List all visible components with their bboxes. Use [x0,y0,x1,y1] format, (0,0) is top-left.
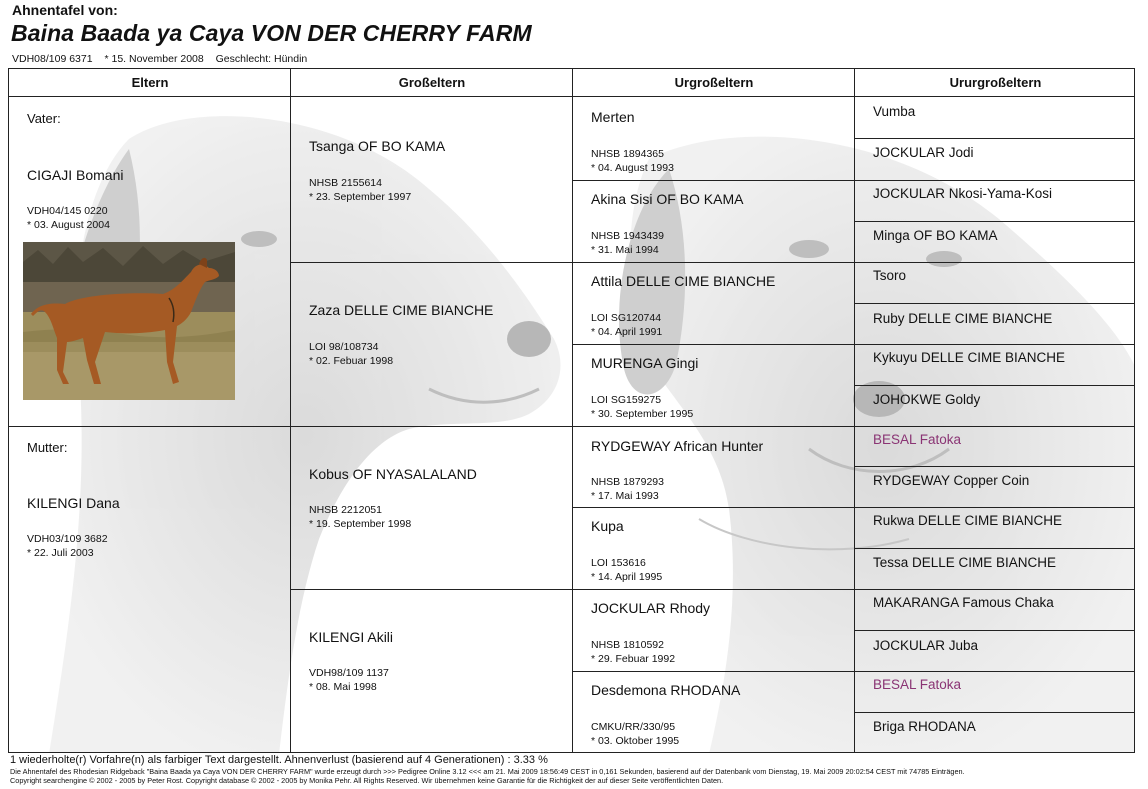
great-great-grandparent-name[interactable]: JOCKULAR Jodi [873,145,974,160]
great-great-grandparent-name[interactable]: JOHOKWE Goldy [873,392,981,407]
sire-role-label: Vater: [27,111,61,126]
grid-line [573,426,855,427]
grid-line [573,180,855,181]
grid-line [855,671,1135,672]
great-great-grandparent-name[interactable]: Vumba [873,104,916,119]
grid-line [573,507,855,508]
grandparent-reg: VDH98/109 1137 [309,667,389,679]
grid-line [855,630,1135,631]
grid-line [855,385,1135,386]
great-grandparent-birth: * 03. Oktober 1995 [591,735,680,747]
great-great-grandparent-name[interactable]: MAKARANGA Famous Chaka [873,595,1054,610]
great-grandparent-reg: LOI SG120744 [591,312,662,324]
grid-line [855,548,1135,549]
grid-line [9,426,291,427]
great-grandparent-birth: * 04. April 1991 [591,326,663,338]
pedigree-table [8,68,1135,753]
grid-line [855,262,1135,263]
great-great-grandparent-name[interactable]: Minga OF BO KAMA [873,228,998,243]
great-great-grandparent-name[interactable]: RYDGEWAY Copper Coin [873,473,1030,488]
great-grandparent-name[interactable]: Kupa [591,518,624,534]
great-grandparent-reg: NHSB 1810592 [591,639,664,651]
page-label: Ahnentafel von: [12,2,118,18]
great-grandparent-reg: LOI SG159275 [591,394,662,406]
grid-line [290,69,291,753]
great-grandparent-name[interactable]: Desdemona RHODANA [591,682,741,698]
great-great-grandparent-name[interactable]: JOCKULAR Nkosi-Yama-Kosi [873,186,1053,201]
dam-birth: * 22. Juli 2003 [27,547,94,559]
great-great-grandparent-name[interactable]: Ruby DELLE CIME BIANCHE [873,311,1053,326]
footer-copyright: Copyright searchengine © 2002 - 2005 by Peter Rost. Copyright database © 2002 - 2005 by Monika Pehr. All Rights Reserved. Wir übernehmen keine Garantie für die Richtigkeit der auf dieser Seite veröffentlichten Daten. [10,776,724,785]
grid-line [855,180,1135,181]
grid-line [573,671,855,672]
dam-name[interactable]: KILENGI Dana [27,495,120,511]
great-great-grandparent-name[interactable]: Tessa DELLE CIME BIANCHE [873,555,1057,570]
grid-line [855,466,1135,467]
great-grandparent-name[interactable]: Attila DELLE CIME BIANCHE [591,273,776,289]
great-great-grandparent-name[interactable]: Briga RHODANA [873,719,976,734]
column-header-grosseltern: Großeltern [291,69,573,97]
grandparent-name[interactable]: KILENGI Akili [309,629,394,645]
great-great-grandparent-name-repeated[interactable]: BESAL Fatoka [873,677,962,692]
grid-line [291,262,573,263]
great-grandparent-reg: NHSB 1894365 [591,148,664,160]
dog-sex: Geschlecht: Hündin [215,53,308,65]
great-grandparent-reg: LOI 153616 [591,557,646,569]
great-grandparent-birth: * 30. September 1995 [591,408,694,420]
great-grandparent-birth: * 17. Mai 1993 [591,490,659,502]
sire-name[interactable]: CIGAJI Bomani [27,167,124,183]
grandparent-birth: * 02. Febuar 1998 [309,355,394,367]
column-header-ururgrosseltern: Ururgroßeltern [855,69,1135,97]
sire-birth: * 03. August 2004 [27,219,110,231]
dog-reg: VDH08/109 6371 [12,53,93,65]
grid-line [573,344,855,345]
great-grandparent-birth: * 31. Mai 1994 [591,244,659,256]
column-header-urgrosseltern: Urgroßeltern [573,69,855,97]
grid-line [854,69,855,753]
great-grandparent-reg: NHSB 1943439 [591,230,664,242]
great-grandparent-name[interactable]: RYDGEWAY African Hunter [591,438,764,454]
great-grandparent-name[interactable]: Merten [591,109,635,125]
grid-line [573,262,855,263]
grandparent-birth: * 19. September 1998 [309,518,412,530]
great-grandparent-birth: * 29. Febuar 1992 [591,653,676,665]
great-grandparent-reg: NHSB 1879293 [591,476,664,488]
grid-line [855,303,1135,304]
great-great-grandparent-name[interactable]: JOCKULAR Juba [873,638,979,653]
grandparent-reg: NHSB 2212051 [309,504,382,516]
great-grandparent-birth: * 04. August 1993 [591,162,674,174]
grandparent-name[interactable]: Zaza DELLE CIME BIANCHE [309,302,494,318]
great-grandparent-name[interactable]: JOCKULAR Rhody [591,600,711,616]
great-grandparent-name[interactable]: Akina Sisi OF BO KAMA [591,191,744,207]
grid-line [572,69,573,753]
great-great-grandparent-name[interactable]: Kykuyu DELLE CIME BIANCHE [873,350,1066,365]
grid-line [855,426,1135,427]
grid-line [855,138,1135,139]
great-great-grandparent-name[interactable]: Rukwa DELLE CIME BIANCHE [873,513,1063,528]
grandparent-reg: NHSB 2155614 [309,177,382,189]
dog-info [12,53,316,65]
footer-generated-note: Die Ahnentafel des Rhodesian Ridgeback "Baina Baada ya Caya VON DER CHERRY FARM" wurde erzeugt durch >>> Pedigree Online 3.12 <<< am 21. Mai 2009 18:56:49 CEST in 0,161 Sekunden, basierend auf der Datenbank vom Dienstag, 19. Mai 2009 20:02:54 CEST mit 74785 Einträgen. [10,767,965,776]
dog-name-title: Baina Baada ya Caya VON DER CHERRY FARM [11,20,532,46]
dog-birth: * 15. November 2008 [104,53,204,65]
dam-role-label: Mutter: [27,440,68,455]
great-great-grandparent-name-repeated[interactable]: BESAL Fatoka [873,432,962,447]
footer-summary: 1 wiederholte(r) Vorfahre(n) als farbiger Text dargestellt. Ahnenverlust (basierend auf 4 Generationen) : 3.33 % [10,754,548,766]
grid-line [855,712,1135,713]
grid-line [855,344,1135,345]
great-grandparent-reg: CMKU/RR/330/95 [591,721,676,733]
grandparent-birth: * 23. September 1997 [309,191,412,203]
grid-line [291,589,573,590]
grandparent-birth: * 08. Mai 1998 [309,681,377,693]
grandparent-reg: LOI 98/108734 [309,341,379,353]
grandparent-name[interactable]: Kobus OF NYASALALAND [309,466,477,482]
grid-line [573,589,855,590]
great-grandparent-birth: * 14. April 1995 [591,571,663,583]
dam-reg: VDH03/109 3682 [27,533,108,545]
grid-line [855,221,1135,222]
column-header-eltern: Eltern [9,69,291,97]
sire-photo [23,242,235,400]
grid-line [855,589,1135,590]
grandparent-name[interactable]: Tsanga OF BO KAMA [309,138,446,154]
grid-line [855,507,1135,508]
great-great-grandparent-name[interactable]: Tsoro [873,268,907,283]
grid-line [291,426,573,427]
great-grandparent-name[interactable]: MURENGA Gingi [591,355,699,371]
sire-reg: VDH04/145 0220 [27,205,108,217]
